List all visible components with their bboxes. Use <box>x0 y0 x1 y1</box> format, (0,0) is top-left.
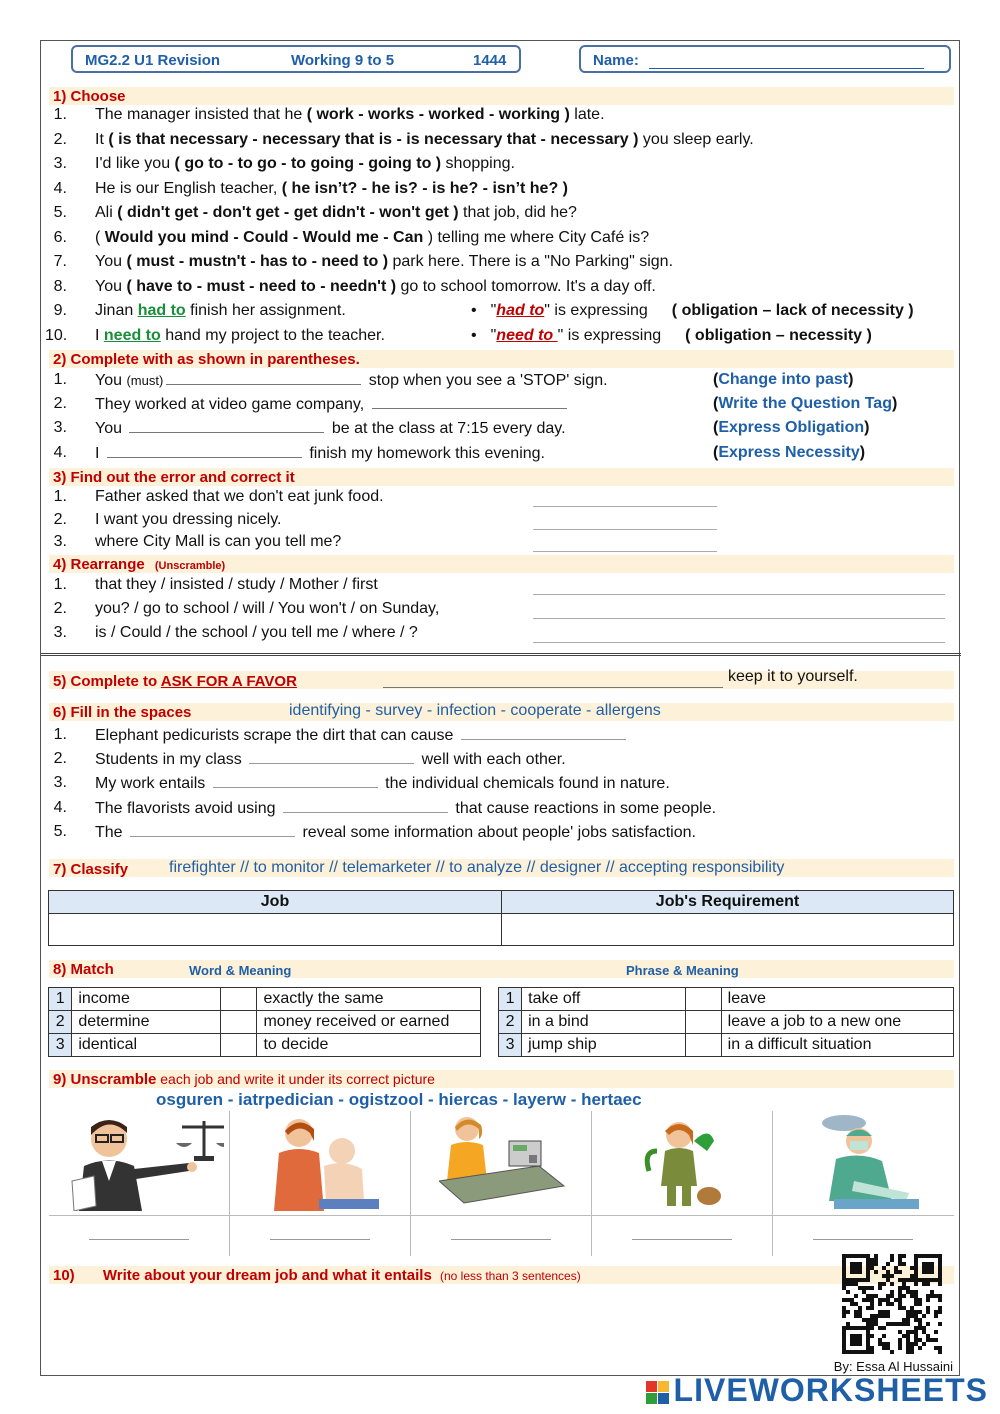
highlighted-modal: had to <box>137 302 186 319</box>
fill-blank[interactable] <box>461 726 626 740</box>
answer-line-pic5[interactable] <box>813 1239 913 1240</box>
pediatrician-picture <box>264 1111 384 1211</box>
match-term: identical <box>72 1034 221 1057</box>
unit-title: Working 9 to 5 <box>291 52 395 69</box>
item-text: I'd like you <box>95 155 175 172</box>
course-code: MG2.2 U1 Revision <box>85 52 221 69</box>
choice-options[interactable]: ( obligation – necessity ) <box>685 326 872 344</box>
bullet-text: " is expressing <box>544 302 648 319</box>
logo-text: LIVEWORKSHEETS <box>673 1372 988 1408</box>
hint-text: Express Necessity <box>718 443 860 461</box>
section-9-title-main: 9) Unscramble <box>53 1071 157 1088</box>
item-text: You <box>95 420 127 438</box>
pic-divider <box>410 1111 411 1256</box>
item-text: well with each other. <box>417 751 566 769</box>
item-number: 8. <box>53 277 67 295</box>
match-row <box>49 1011 481 1034</box>
section-10-title-text: Write about your dream job and what it entails <box>102 1267 432 1284</box>
item-text: You <box>95 253 127 270</box>
section-7-words: firefighter // to monitor // telemarketer // to analyze // designer // accepting responsibility <box>169 859 785 876</box>
answer-line-pic4[interactable] <box>632 1239 732 1240</box>
match-term: determine <box>72 1011 221 1034</box>
fill-item <box>95 726 629 745</box>
instruction-hint: (Express Obligation) <box>713 419 870 437</box>
section-10-title <box>53 1267 581 1284</box>
classify-header-requirement: Job's Requirement <box>502 891 954 914</box>
item-number: 2. <box>53 510 67 528</box>
item-number: 7. <box>53 253 67 270</box>
choose-item <box>95 180 568 198</box>
section-10-number: 10) <box>53 1267 75 1284</box>
highlighted-modal: need to <box>103 326 161 344</box>
match-row <box>499 988 954 1011</box>
item-text: finish her assignment. <box>185 302 346 319</box>
item-text: You <box>95 277 127 295</box>
scrambled-sentence: is / Could / the school / you tell me / where / ? <box>95 624 418 642</box>
error-sentence: Father asked that we don't eat junk food. <box>95 488 384 505</box>
item-text: reveal some information about people' jobs satisfaction. <box>298 823 696 841</box>
classify-table <box>48 890 954 946</box>
choose-item <box>95 253 673 271</box>
item-text: finish my homework this evening. <box>304 444 545 462</box>
choice-options[interactable]: ( obligation – lack of necessity ) <box>671 302 914 319</box>
match-row <box>499 1011 954 1034</box>
match-answer-cell[interactable] <box>685 988 721 1011</box>
pic-divider <box>772 1111 773 1256</box>
section-8-band <box>49 960 954 978</box>
section-8-title: 8) Match <box>53 961 114 978</box>
divider <box>41 653 961 656</box>
match-answer-cell[interactable] <box>685 1011 721 1034</box>
item-text: You <box>95 372 127 389</box>
fill-item <box>95 823 696 842</box>
pic-divider <box>591 1111 592 1256</box>
section-9-words: osguren - iatrpedician - ogistzool - hiercas - layerw - hertaec <box>156 1090 642 1109</box>
item-number: 3. <box>53 155 67 172</box>
liveworksheets-logo <box>646 1372 988 1409</box>
match-row <box>49 1034 481 1057</box>
item-text: Ali <box>95 204 118 221</box>
choice-options: ( must - mustn't - has to - need to ) <box>126 253 389 270</box>
item-number: 3. <box>53 419 67 437</box>
item-text: Elephant pedicurists scrape the dirt that can cause <box>95 727 458 744</box>
choose-item <box>95 204 577 222</box>
match-term: take off <box>522 988 686 1011</box>
section-5-answer[interactable] <box>383 687 723 688</box>
section-5-title-text: 5) Complete to <box>53 673 161 690</box>
item-text: ) telling me where City Café is? <box>423 228 650 246</box>
qr-code-icon <box>841 1253 943 1355</box>
scrambled-sentence: you? / go to school / will / You won't / on Sunday, <box>95 600 440 618</box>
item-text: The <box>95 823 128 841</box>
match-answer-cell[interactable] <box>221 1034 257 1057</box>
choice-options: ( have to - must - need to - needn't ) <box>126 277 397 295</box>
match-answer-cell[interactable] <box>685 1034 721 1057</box>
item-text: The flavorists avoid using <box>95 799 280 817</box>
item-text: They worked at video game company, <box>95 396 369 414</box>
hint-text: Change into past <box>718 371 849 388</box>
year: 1444 <box>473 52 507 69</box>
match-number: 2 <box>499 1011 522 1034</box>
highlighted-modal: need to <box>496 326 558 344</box>
choose-item <box>95 302 346 320</box>
item-number: 4. <box>53 798 67 816</box>
choice-options: ( is that necessary - necessary that is - is necessary that - necessary ) <box>108 130 639 148</box>
match-number: 3 <box>499 1034 522 1057</box>
item-number: 6. <box>53 228 67 246</box>
name-input[interactable] <box>649 68 924 69</box>
match-answer-cell[interactable] <box>221 1011 257 1034</box>
quote: " <box>490 302 497 319</box>
instruction-hint: (Write the Question Tag) <box>713 395 898 413</box>
answer-line-pic3[interactable] <box>451 1239 551 1240</box>
item-text: be at the class at 7:15 every day. <box>327 420 566 438</box>
item-text: that cause reactions in some people. <box>450 799 717 817</box>
match-number: 2 <box>49 1011 72 1034</box>
match-right-label: Phrase & Meaning <box>626 963 739 978</box>
hint-text: Express Obligation <box>718 419 865 437</box>
match-meaning: money received or earned <box>257 1011 481 1034</box>
hint-text: Write the Question Tag <box>718 395 892 413</box>
item-number: 2. <box>53 130 67 148</box>
item-text: the individual chemicals found in nature. <box>380 775 670 793</box>
choice-options: Would you mind - Could - Would me - Can <box>104 228 424 246</box>
match-left-label: Word & Meaning <box>189 963 292 978</box>
lawyer-picture <box>54 1111 224 1211</box>
correction-line[interactable] <box>533 551 717 552</box>
item-text: Jinan <box>95 302 138 319</box>
item-number: 3. <box>53 774 67 792</box>
match-term: in a bind <box>522 1011 686 1034</box>
choice-options: ( go to - to go - to going - going to ) <box>174 155 442 172</box>
complete-item <box>95 371 608 390</box>
section-9-title <box>53 1071 435 1088</box>
match-number: 1 <box>499 988 522 1011</box>
section-6-word-bank: identifying - survey - infection - cooperate - allergens <box>289 702 661 719</box>
item-text: It <box>95 130 109 148</box>
rearrange-answer-line[interactable] <box>533 642 945 643</box>
item-number: 2. <box>53 395 67 413</box>
highlighted-modal: had to <box>496 302 545 319</box>
item-number: 1. <box>53 371 67 388</box>
match-meaning: to decide <box>257 1034 481 1057</box>
fill-blank[interactable] <box>130 823 295 837</box>
answer-blank[interactable] <box>107 444 302 458</box>
answer-blank[interactable] <box>166 371 361 385</box>
bullet-text: " is expressing <box>557 326 662 344</box>
fill-blank[interactable] <box>213 774 378 788</box>
item-number: 5. <box>53 822 67 840</box>
header-box <box>71 45 521 73</box>
item-text: go to school tomorrow. It's a day off. <box>396 277 656 295</box>
section-5-title <box>53 673 297 690</box>
item-text: stop when you see a 'STOP' sign. <box>364 372 608 389</box>
item-number: 1. <box>53 488 67 505</box>
name-label: Name: <box>593 52 639 69</box>
fill-item <box>95 774 670 793</box>
item-text: My work entails <box>95 775 210 793</box>
item-text: shopping. <box>441 155 515 172</box>
rearrange-answer-line[interactable] <box>533 618 945 619</box>
rearrange-answer-line[interactable] <box>533 594 945 595</box>
pic-divider <box>229 1111 230 1256</box>
bullet-dot-icon: • <box>471 326 477 344</box>
item-number: 5. <box>53 204 67 221</box>
item-text: I <box>95 326 104 344</box>
section-2-title: 2) Complete with as shown in parentheses. <box>53 351 360 368</box>
choose-item <box>95 229 649 247</box>
match-meaning: in a difficult situation <box>721 1034 953 1057</box>
choice-options: ( work - works - worked - working ) <box>306 106 570 123</box>
item-text: Students in my class <box>95 751 247 769</box>
match-row <box>499 1034 954 1057</box>
fill-blank[interactable] <box>283 799 448 813</box>
match-table-words <box>48 987 481 1057</box>
section-9-title-rest: each job and write it under its correct picture <box>156 1071 435 1087</box>
zoologist-picture <box>639 1111 729 1211</box>
complete-item <box>95 395 570 414</box>
match-number: 3 <box>49 1034 72 1057</box>
match-table-phrases <box>498 987 954 1057</box>
error-sentence: where City Mall is can you tell me? <box>95 533 342 550</box>
item-number: 2. <box>53 600 67 618</box>
section-4-title-text: 4) Rearrange <box>53 556 145 573</box>
section-6-title: 6) Fill in the spaces <box>53 704 192 721</box>
item-text: late. <box>569 106 605 123</box>
choose-item <box>95 327 385 345</box>
section-1-band <box>49 87 954 105</box>
instruction-hint: (Express Necessity) <box>713 443 866 461</box>
item-number: 1. <box>53 576 67 593</box>
instruction-hint: (Change into past) <box>713 371 854 388</box>
bullet-dot-icon: • <box>471 302 477 319</box>
section-10-sub: (no less than 3 sentences) <box>439 1269 581 1283</box>
worksheet <box>40 40 960 1376</box>
item-number: 10. <box>45 326 68 344</box>
item-text: The manager insisted that he <box>95 106 307 123</box>
match-term: income <box>72 988 221 1011</box>
answer-blank[interactable] <box>372 395 567 409</box>
job-pictures <box>49 1111 954 1256</box>
classify-requirement-cell[interactable] <box>502 914 954 946</box>
section-7-title: 7) Classify <box>53 861 129 878</box>
scrambled-sentence: that they / insisted / study / Mother / first <box>95 576 378 593</box>
choice-options: ( didn't get - don't get - get didn't - won't get ) <box>117 204 459 221</box>
complete-item <box>95 444 545 463</box>
fill-blank[interactable] <box>249 750 414 764</box>
classify-header-job: Job <box>49 891 502 914</box>
item-number: 3. <box>53 624 67 642</box>
match-meaning: exactly the same <box>257 988 481 1011</box>
item-text: I <box>95 444 104 462</box>
answer-line-pic2[interactable] <box>270 1239 370 1240</box>
match-number: 1 <box>49 988 72 1011</box>
credit: By: Essa Al Hussaini <box>833 1359 953 1374</box>
item-text: park here. There is a "No Parking" sign. <box>388 253 674 270</box>
item-text: that job, did he? <box>458 204 577 221</box>
item-number: 4. <box>53 179 67 197</box>
choose-item <box>95 155 515 173</box>
surgeon-picture <box>814 1111 924 1211</box>
logo-icon <box>646 1381 670 1405</box>
section-4-title <box>53 556 225 573</box>
item-number: 1. <box>53 726 67 743</box>
quote: " <box>490 326 497 344</box>
item-number: 2. <box>53 750 67 768</box>
match-answer-cell[interactable] <box>221 988 257 1011</box>
match-meaning: leave a job to a new one <box>721 1011 953 1034</box>
bullet-question <box>471 302 914 320</box>
item-text: you sleep early. <box>638 130 754 148</box>
fill-item <box>95 750 566 769</box>
match-term: jump ship <box>522 1034 686 1057</box>
classify-job-cell[interactable] <box>49 914 502 946</box>
complete-item <box>95 419 566 438</box>
item-hint-small: (must) <box>126 373 164 388</box>
bullet-question <box>471 327 872 345</box>
item-number: 3. <box>53 533 67 550</box>
error-sentence: I want you dressing nicely. <box>95 510 282 528</box>
section-4-sub: (Unscramble) <box>154 560 226 572</box>
choice-options: ( he isn’t? - he is? - is he? - isn’t he? ) <box>281 179 568 197</box>
match-row <box>49 988 481 1011</box>
choose-item <box>95 106 605 124</box>
choose-item <box>95 131 754 149</box>
item-number: 9. <box>53 302 67 319</box>
fill-item <box>95 799 716 818</box>
item-number: 1. <box>53 106 67 123</box>
dream-job-writing-area[interactable] <box>53 1291 833 1361</box>
match-meaning: leave <box>721 988 953 1011</box>
pic-hline <box>49 1215 954 1216</box>
choose-item <box>95 278 656 296</box>
section-5-title-highlight: ASK FOR A FAVOR <box>160 673 297 690</box>
name-box <box>579 45 951 73</box>
section-3-title: 3) Find out the error and correct it <box>53 469 295 486</box>
answer-line-pic1[interactable] <box>89 1239 189 1240</box>
correction-line[interactable] <box>533 506 717 507</box>
answer-blank[interactable] <box>129 419 324 433</box>
item-text: hand my project to the teacher. <box>160 326 385 344</box>
item-text: He is our English teacher, <box>95 179 282 197</box>
item-number: 4. <box>53 443 67 461</box>
item-text: ( <box>95 228 105 246</box>
correction-line[interactable] <box>533 529 717 530</box>
section-5-post: keep it to yourself. <box>728 668 858 685</box>
cashier-picture <box>439 1111 569 1211</box>
section-1-title: 1) Choose <box>53 88 126 105</box>
